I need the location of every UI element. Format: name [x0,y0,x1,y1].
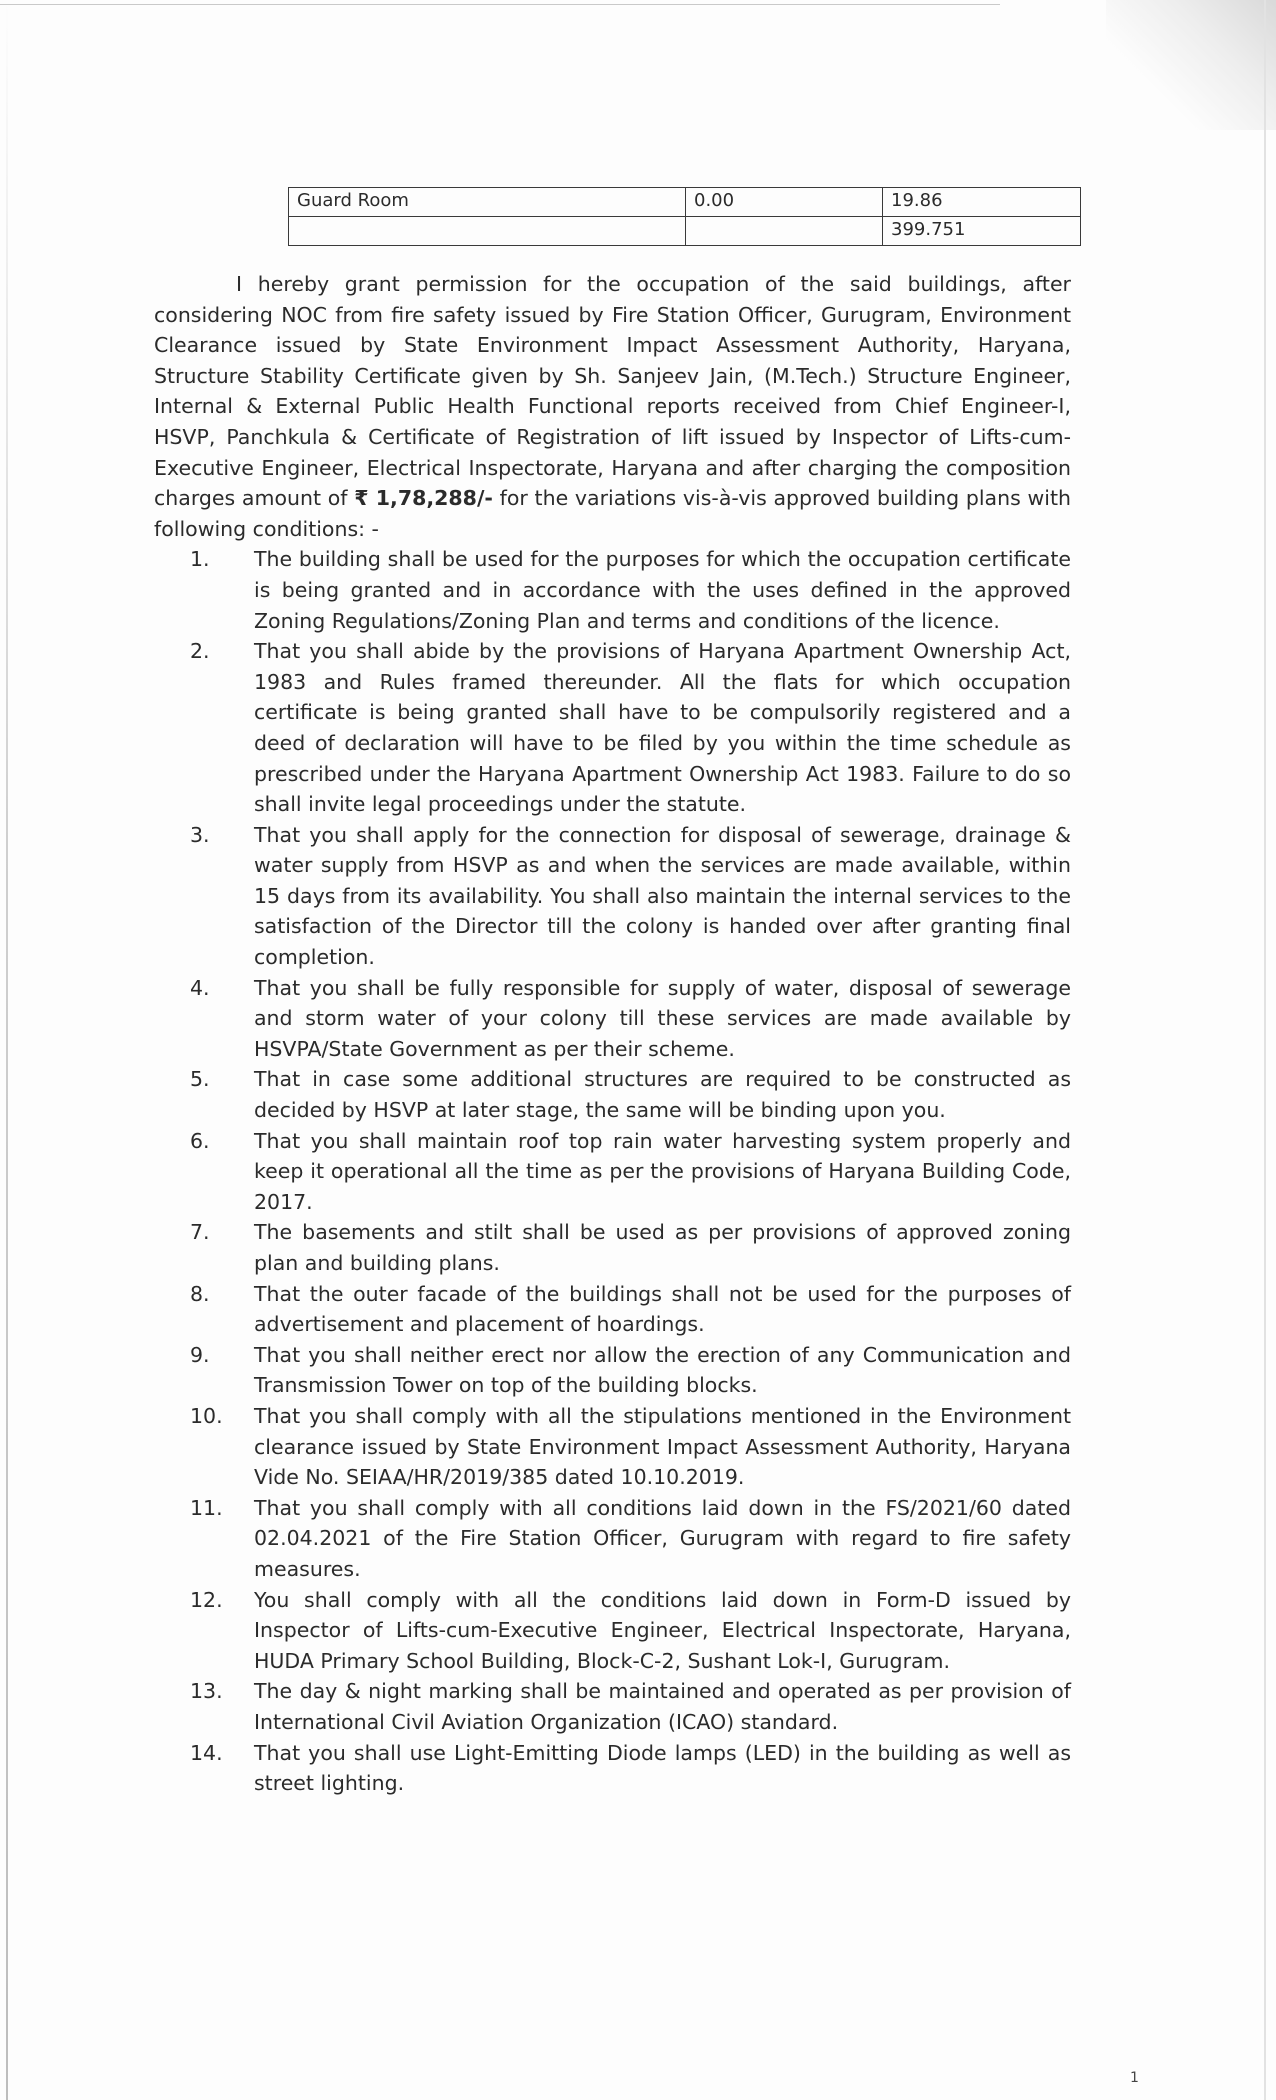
item-number: 11. [190,1495,223,1520]
table-cell: 19.86 [883,188,1081,217]
list-item [154,973,1071,1065]
item-number: 6. [190,1128,210,1153]
table-row [289,188,1081,217]
table-cell [289,217,686,246]
composition-amount: ₹ 1,78,288/- [354,486,493,511]
item-text: That you shall use Light-Emitting Diode lamps (LED) in the building as well as street lighting. [254,1740,1071,1796]
item-number: 3. [190,822,210,847]
scan-edge-top [0,4,1000,5]
list-item [154,544,1071,636]
item-number: 5. [190,1067,210,1092]
item-number: 10. [190,1403,223,1428]
table-cell: 399.751 [883,217,1081,246]
item-text: That you shall apply for the connection for disposal of sewerage, drainage & water supply from HSVP as and when the services are made available, within 15 days from its availability. You shall also maintain the internal services to the satisfaction of the Director till the colony is handed over after granting final completion. [254,822,1071,970]
item-text: That the outer facade of the buildings shall not be used for the purposes of advertisement and placement of hoardings. [254,1281,1071,1337]
item-text: That you shall neither erect nor allow the erection of any Communication and Transmission Tower on top of the building blocks. [254,1342,1071,1398]
item-text: That in case some additional structures are required to be constructed as decided by HSVP at later stage, the same will be binding upon you. [254,1067,1071,1123]
table-cell: 0.00 [686,188,883,217]
item-text: That you shall abide by the provisions of Haryana Apartment Ownership Act, 1983 and Rules framed thereunder. All the flats for which occupation certificate is being granted shall have to be compulsorily registered and a deed of declaration will have to be filed by you within the time schedule as prescribed under the Haryana Apartment Ownership Act 1983. Failure to do so shall invite legal proceedings under the statute. [254,639,1071,817]
item-number: 7. [190,1220,210,1245]
scan-corner-shadow [1106,0,1276,130]
list-item [154,1401,1071,1493]
scan-edge-right [1264,0,1266,2100]
item-text: That you shall comply with all conditions laid down in the FS/2021/60 dated 02.04.2021 of the Fire Station Officer, Gurugram with regard to fire safety measures. [254,1495,1071,1581]
list-item [154,1064,1071,1125]
item-text: The basements and stilt shall be used as per provisions of approved zoning plan and building plans. [254,1220,1071,1275]
item-number: 9. [190,1342,210,1367]
list-item [154,636,1071,820]
item-text: The building shall be used for the purposes for which the occupation certificate is being granted and in accordance with the uses defined in the approved Zoning Regulations/Zoning Plan and terms and conditions of the licence. [254,547,1071,633]
item-number: 8. [190,1281,210,1306]
intro-text: I hereby grant permission for the occupation of the said buildings, after considering NOC from fire safety issued by Fire Station Officer, Gurugram, Environment Clearance issued by State Environment Impact Assessment Authority, Haryana, Structure Stability Certificate given by Sh. Sanjeev Jain, (M.Tech.) Structure Engineer, Internal & External Public Health Functional reports received from Chief Engineer-I, HSVP, Panchkula & Certificate of Registration of lift issued by Inspector of Lifts-cum-Executive Engineer, Electrical Inspectorate, Haryana and after charging the composition charges amount of [154,272,1071,511]
list-item [154,1585,1071,1677]
intro-paragraph [154,269,1071,544]
list-item [154,1493,1071,1585]
scan-edge-left [6,0,8,2100]
item-text: That you shall be fully responsible for supply of water, disposal of sewerage and storm water of your colony till these services are made available by HSVPA/State Government as per their scheme. [254,975,1071,1061]
list-item [154,1126,1071,1218]
item-number: 13. [190,1679,223,1704]
list-item [154,1340,1071,1401]
table-cell: Guard Room [289,188,686,217]
item-text: That you shall comply with all the stipulations mentioned in the Environment clearance issued by State Environment Impact Assessment Authority, Haryana Vide No. SEIAA/HR/2019/385 dated 10.10.2019. [254,1403,1071,1490]
table-cell [686,217,883,246]
item-number: 12. [190,1587,223,1612]
document-body [154,269,1071,1799]
item-number: 14. [190,1740,223,1765]
item-text: That you shall maintain roof top rain water harvesting system properly and keep it operational all the time as per the provisions of Haryana Building Code, 2017. [254,1128,1071,1214]
page-mark: 1 [1130,2070,1139,2086]
table-row [289,217,1081,246]
area-table [288,187,1081,246]
item-number: 1. [190,547,210,572]
item-number: 4. [190,975,210,1000]
intro-text-end: for the variations vis-à-vis approved building plans with following conditions: - [154,486,1071,541]
item-text: The day & night marking shall be maintained and operated as per provision of International Civil Aviation Organization (ICAO) standard. [254,1679,1071,1734]
list-item [154,1676,1071,1737]
item-number: 2. [190,639,210,664]
list-item [154,1279,1071,1340]
list-item [154,1738,1071,1799]
conditions-list [154,544,1071,1798]
item-text: You shall comply with all the conditions laid down in Form-D issued by Inspector of Lifts-cum-Executive Engineer, Electrical Inspectorate, Haryana, HUDA Primary School Building, Block-C-2, Sushant Lok-I, Gurugram. [254,1587,1071,1673]
list-item [154,820,1071,973]
list-item [154,1217,1071,1278]
